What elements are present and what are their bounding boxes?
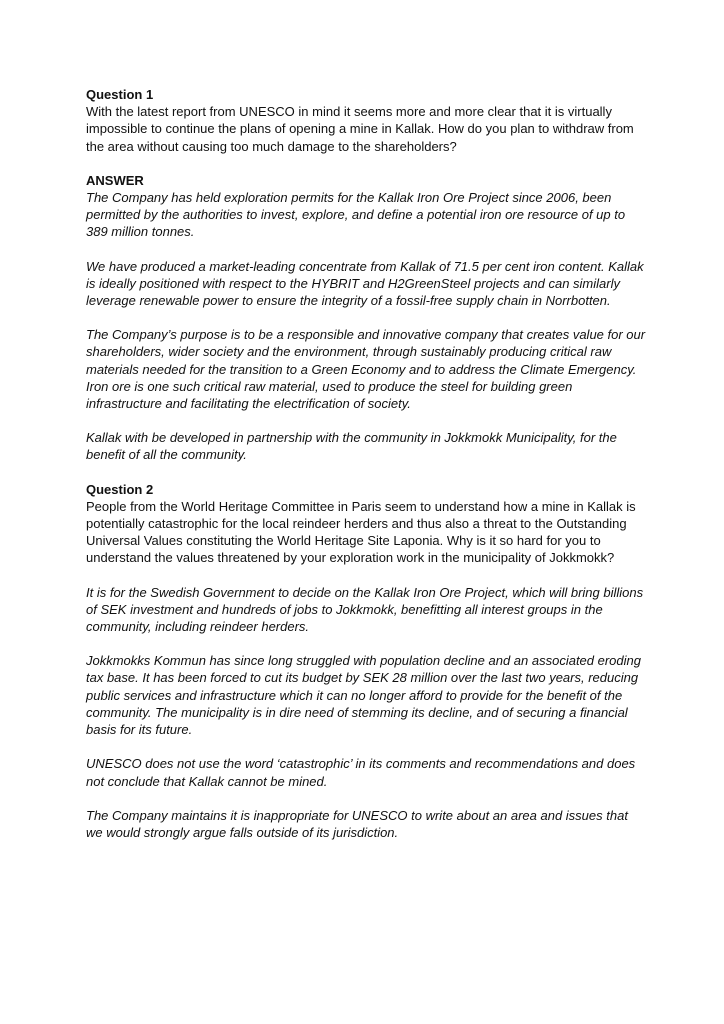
answer-1-paragraph-3: The Company’s purpose is to be a responsible and innovative company that creates value for our shareholders, wider society and the environment, through sustainably producing critical raw materials needed for the transition to a Green Economy and to address the Climate Emergency. Iron ore is one such critical raw material, used to produce the steel for building green infrastructure and facilitating the electrification of society. [86,327,646,412]
question-1-text: With the latest report from UNESCO in mind it seems more and more clear that it is virtually impossible to continue the plans of opening a mine in Kallak. How do you plan to withdraw from the area without causing too much damage to the shareholders? [86,104,634,154]
document-page [86,86,646,841]
answer-2-paragraph-3: UNESCO does not use the word ‘catastrophic’ in its comments and recommendations and does not conclude that Kallak cannot be mined. [86,756,636,789]
answer-1-paragraph-4: Kallak with be developed in partnership with the community in Jokkmokk Municipality, for the benefit of all the community. [86,430,617,463]
answer-1-paragraph-2: We have produced a market-leading concentrate from Kallak of 71.5 per cent iron content. Kallak is ideally positioned with respect to the HYBRIT and H2GreenSteel projects and can similarly leverage renewable power to ensure the integrity of a fossil-free supply chain in Norrbotten. [86,258,644,309]
answer-2-paragraph-1: It is for the Swedish Government to decide on the Kallak Iron Ore Project, which will bring billions of SEK investment and hundreds of jobs to Jokkmokk, benefitting all interest groups in the community, including reindeer herders. [86,584,644,635]
answer-1-paragraph-1: The Company has held exploration permits for the Kallak Iron Ore Project since 2006, been permitted by the authorities to invest, explore, and define a potential iron ore resource of up to 389 million tonnes. [86,190,626,240]
answer-2-paragraph-4: The Company maintains it is inappropriate for UNESCO to write about an area and issues that we would strongly argue falls outside of its jurisdiction. [86,807,628,840]
question-2-heading: Question 2 [86,481,154,497]
answer-2-paragraph-2: Jokkmokks Kommun has since long struggled with population decline and an associated eroding tax base. It has been forced to cut its budget by SEK 28 million over the last two years, reducing public services and infrastructure which it can no longer afford to provide for the benefit of the community. The municipality is in dire need of stemming its decline, and of securing a financial basis for its future. [86,653,641,738]
answer-1-heading: ANSWER [86,172,144,188]
question-2-text: People from the World Heritage Committee in Paris seem to understand how a mine in Kallak is potentially catastrophic for the local reindeer herders and thus also a threat to the Outstanding Universal Values constituting the World Heritage Site Laponia. Why is it so hard for you to understand the values threatened by your exploration work in the municipality of Jokkmokk? [86,498,636,566]
question-1-heading: Question 1 [86,87,154,102]
